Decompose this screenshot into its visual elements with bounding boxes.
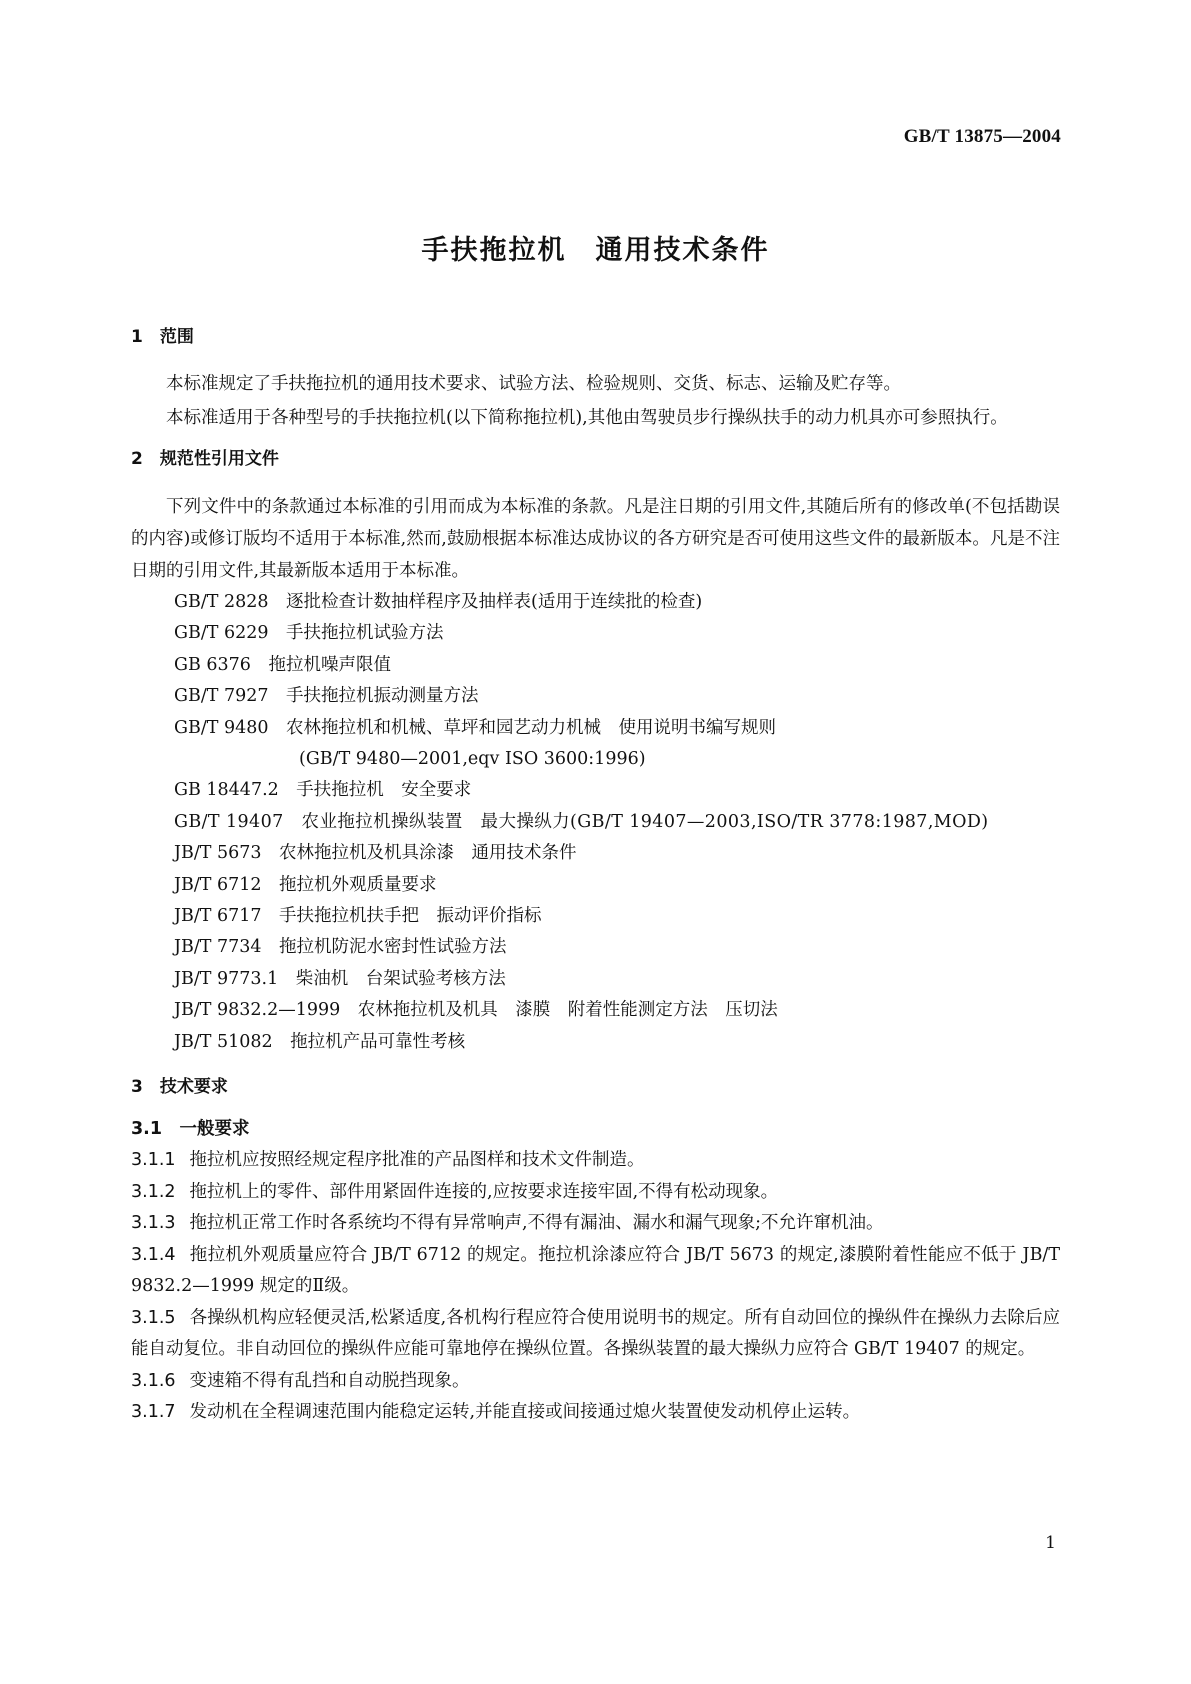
reference-item: GB/T 7927 手扶拖拉机振动测量方法 (174, 686, 479, 707)
section-heading-scope: 1 范围 (131, 327, 194, 347)
section-heading-technical-requirements: 3 技术要求 (131, 1077, 228, 1098)
document-body (131, 322, 1060, 1429)
reference-item: JB/T 5673 农林拖拉机及机具涂漆 通用技术条件 (174, 843, 577, 864)
reference-item: JB/T 7734 拖拉机防泥水密封性试验方法 (174, 937, 507, 958)
clause-text: 拖拉机应按照经规定程序批准的产品图样和技术文件制造。 (189, 1150, 645, 1171)
references-intro: 下列文件中的条款通过本标准的引用而成为本标准的条款。凡是注日期的引用文件,其随后所有的修改单(不包括勘误的内容)或修订版均不适用于本标准,然而,鼓励根据本标准达成协议的各方研究是否可使用这些文件的最新版本。凡是不注日期的引用文件,其最新版本适用于本标准。 (131, 497, 1060, 581)
reference-item: JB/T 6717 手扶拖拉机扶手把 振动评价指标 (174, 906, 542, 927)
reference-item: GB 6376 拖拉机噪声限值 (174, 654, 391, 675)
clause-text: 拖拉机上的零件、部件用紧固件连接的,应按要求连接牢固,不得有松动现象。 (189, 1181, 779, 1202)
reference-item: GB/T 9480 农林拖拉机和机械、草坪和园艺动力机械 使用说明书编写规则 (174, 717, 777, 738)
standard-code: GB/T 13875—2004 (903, 126, 1061, 147)
clause-number: 3.1.2 (131, 1181, 176, 1202)
clause-text: 拖拉机外观质量应符合 JB/T 6712 的规定。拖拉机涂漆应符合 JB/T 5673 的规定,漆膜附着性能应不低于 JB/T 9832.2—1999 规定的Ⅱ级。 (131, 1244, 1060, 1297)
clause-item (131, 1177, 1060, 1209)
clause-text: 变速箱不得有乱挡和自动脱挡现象。 (189, 1370, 470, 1391)
clause-text: 发动机在全程调速范围内能稳定运转,并能直接或间接通过熄火装置使发动机停止运转。 (189, 1402, 861, 1423)
clause-item (131, 1208, 1060, 1240)
subsection-heading-general: 3.1 一般要求 (131, 1119, 250, 1140)
clause-number: 3.1.6 (131, 1370, 176, 1391)
clause-item (131, 1240, 1060, 1303)
clause-number: 3.1.5 (131, 1307, 176, 1328)
reference-item: JB/T 6712 拖拉机外观质量要求 (174, 874, 437, 895)
scope-paragraph: 本标准规定了手扶拖拉机的通用技术要求、试验方法、检验规则、交货、标志、运输及贮存等。 (166, 374, 901, 394)
scope-paragraph: 本标准适用于各种型号的手扶拖拉机(以下简称拖拉机),其他由驾驶员步行操纵扶手的动力机具亦可参照执行。 (166, 408, 1008, 428)
clause-text: 各操纵机构应轻便灵活,松紧适度,各机构行程应符合使用说明书的规定。所有自动回位的操纵件在操纵力去除后应能自动复位。非自动回位的操纵件应能可靠地停在操纵位置。各操纵装置的最大操纵力应符合 GB/T 19407 的规定。 (131, 1307, 1060, 1360)
clause-number: 3.1.4 (131, 1244, 176, 1265)
clause-item (131, 1366, 1060, 1398)
reference-item: JB/T 9773.1 柴油机 台架试验考核方法 (174, 968, 506, 989)
reference-item: GB/T 2828 逐批检查计数抽样程序及抽样表(适用于连续批的检查) (174, 592, 703, 612)
clause-item (131, 1145, 1060, 1177)
clause-number: 3.1.1 (131, 1150, 176, 1171)
section-heading-normative-references: 2 规范性引用文件 (131, 449, 279, 469)
reference-item: JB/T 9832.2—1999 农林拖拉机及机具 漆膜 附着性能测定方法 压切法 (174, 1000, 778, 1021)
reference-item: GB/T 19407 农业拖拉机操纵装置 最大操纵力(GB/T 19407—2003,ISO/TR 3778:1987,MOD) (174, 811, 989, 832)
reference-item: JB/T 51082 拖拉机产品可靠性考核 (174, 1031, 466, 1052)
reference-item: GB/T 6229 手扶拖拉机试验方法 (174, 623, 444, 644)
document-title: 手扶拖拉机 通用技术条件 (421, 235, 770, 266)
clause-text: 拖拉机正常工作时各系统均不得有异常响声,不得有漏油、漏水和漏气现象;不允许窜机油。 (189, 1213, 884, 1234)
clause-item (131, 1303, 1060, 1366)
page-number: 1 (1045, 1533, 1056, 1553)
reference-item-continuation: (GB/T 9480—2001,eqv ISO 3600:1996) (299, 749, 646, 770)
clause-number: 3.1.3 (131, 1213, 176, 1234)
clause-item (131, 1397, 1060, 1429)
reference-item: GB 18447.2 手扶拖拉机 安全要求 (174, 780, 472, 801)
clause-number: 3.1.7 (131, 1402, 176, 1423)
